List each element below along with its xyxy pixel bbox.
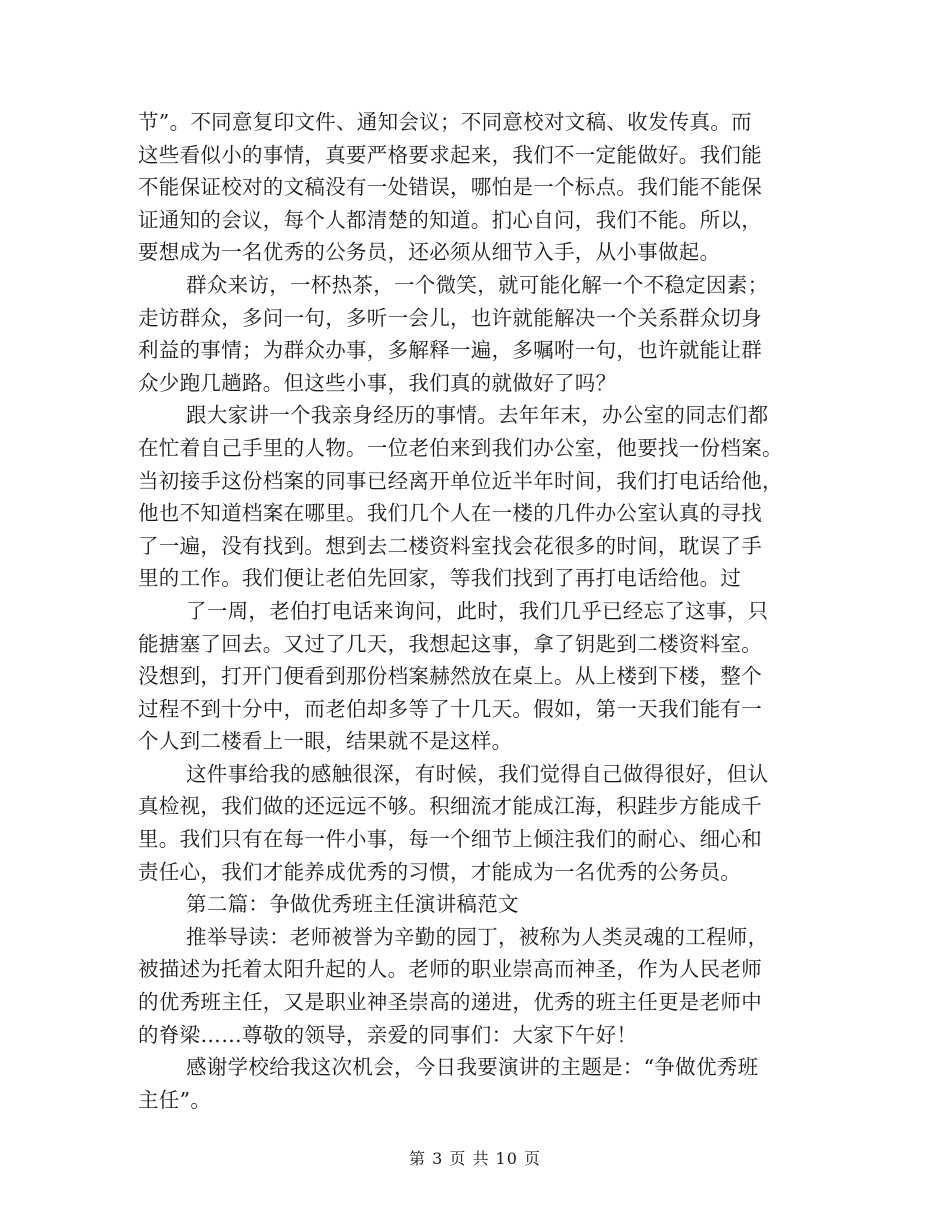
text-line: 要想成为一名优秀的公务员，还必须从细节入手，从小事做起。 — [138, 240, 721, 265]
text-line: 没想到，打开门便看到那份档案赫然放在桌上。从上楼到下楼，整个 — [138, 664, 762, 689]
document-body — [138, 106, 818, 1116]
text-line: 这些看似小的事情，真要严格要求起来，我们不一定能做好。我们能 — [138, 142, 762, 167]
text-line: 了一遍，没有找到。想到去二楼资料室找会花很多的时间，耽误了手 — [138, 533, 762, 558]
text-line: 能搪塞了回去。又过了几天，我想起这事，拿了钥匙到二楼资料室。 — [138, 631, 762, 656]
text-line: 在忙着自己手里的人物。一位老伯来到我们办公室，他要找一份档案。 — [138, 435, 783, 460]
text-line: 走访群众，多问一句，多听一会儿，也许就能解决一个关系群众切身 — [138, 305, 762, 330]
text-line: 的脊梁……尊敬的领导，亲爱的同事们：大家下午好！ — [138, 1022, 638, 1047]
text-line: 第二篇：争做优秀班主任演讲稿范文 — [186, 892, 519, 917]
text-line: 节”。不同意复印文件、通知会议；不同意校对文稿、收发传真。而 — [138, 110, 752, 134]
text-line: 这件事给我的感触很深，有时候，我们觉得自己做得很好，但认 — [186, 761, 769, 786]
text-line: 群众来访，一杯热茶，一个微笑，就可能化解一个不稳定因素； — [186, 272, 769, 297]
text-line: 里。我们只有在每一件小事，每一个细节上倾注我们的耐心、细心和 — [138, 827, 762, 852]
text-line: 他也不知道档案在哪里。我们几个人在一楼的几件办公室认真的寻找 — [138, 501, 762, 526]
text-line: 推举导读：老师被誉为辛勤的园丁，被称为人类灵魂的工程师， — [186, 924, 769, 949]
text-line: 个人到二楼看上一眼，结果就不是这样。 — [138, 729, 513, 754]
text-line: 不能保证校对的文稿没有一处错误，哪怕是一个标点。我们能不能保 — [138, 175, 762, 200]
text-line: 真检视，我们做的还远远不够。积细流才能成江海，积跬步方能成千 — [138, 794, 762, 819]
page-footer: 第 3 页 共 10 页 — [409, 1149, 541, 1168]
text-line: 了一周，老伯打电话来询问，此时，我们几乎已经忘了这事，只 — [186, 598, 769, 623]
text-line: 责任心，我们才能养成优秀的习惯，才能成为一名优秀的公务员。 — [138, 859, 742, 884]
text-line: 感谢学校给我这次机会，今日我要演讲的主题是：“争做优秀班 — [186, 1055, 759, 1080]
text-line: 众少跑几趟路。但这些小事，我们真的就做好了吗？ — [138, 370, 617, 395]
text-line: 被描述为托着太阳升起的人。老师的职业崇高而神圣，作为人民老师 — [138, 957, 762, 982]
text-line: 当初接手这份档案的同事已经离开单位近半年时间，我们打电话给他， — [138, 468, 783, 493]
text-line: 主任”。 — [138, 1087, 212, 1112]
text-line: 的优秀班主任，又是职业神圣崇高的递进，优秀的班主任更是老师中 — [138, 990, 762, 1015]
text-line: 利益的事情；为群众办事，多解释一遍，多嘱咐一句，也许就能让群 — [138, 338, 762, 363]
text-line: 跟大家讲一个我亲身经历的事情。去年年末，办公室的同志们都 — [186, 403, 769, 428]
text-line: 证通知的会议，每个人都清楚的知道。扪心自问，我们不能。所以， — [138, 207, 762, 232]
text-line: 里的工作。我们便让老伯先回家，等我们找到了再打电话给他。过 — [138, 566, 742, 591]
text-line: 过程不到十分中，而老伯却多等了十几天。假如，第一天我们能有一 — [138, 696, 762, 721]
